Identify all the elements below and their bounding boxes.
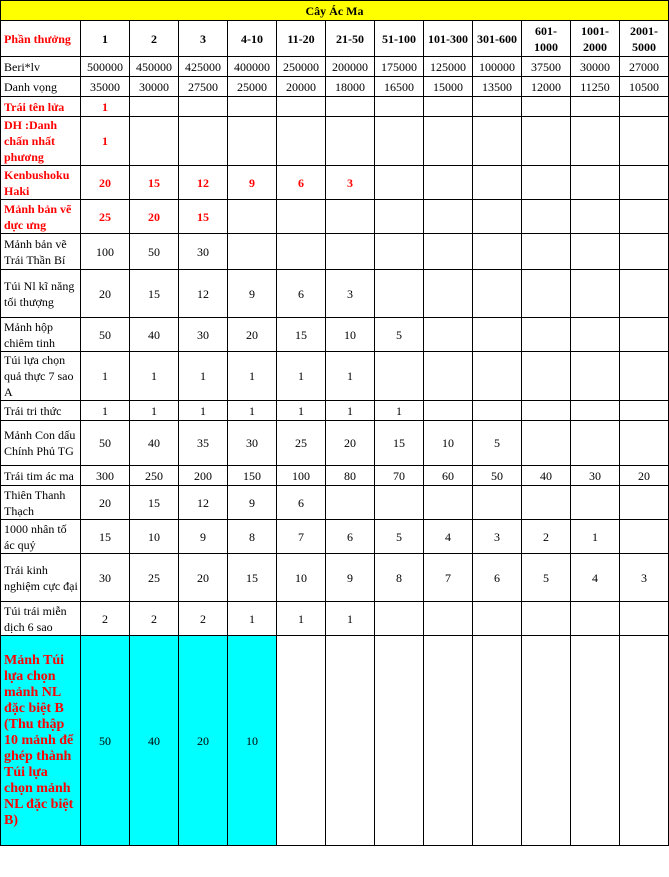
row-value — [179, 117, 228, 166]
table-row — [1, 200, 669, 234]
row-value: 35 — [179, 421, 228, 466]
row-label: Trái tri thức — [1, 401, 81, 421]
row-value: 100 — [81, 234, 130, 270]
row-value — [424, 200, 473, 234]
row-value — [571, 421, 620, 466]
table-row — [1, 97, 669, 117]
row-value — [620, 166, 669, 200]
table-row — [1, 486, 669, 520]
row-value — [620, 421, 669, 466]
header-rank: 51-100 — [375, 21, 424, 57]
row-value: 11250 — [571, 77, 620, 97]
row-value: 5 — [522, 554, 571, 602]
table-row — [1, 352, 669, 401]
row-value — [375, 352, 424, 401]
row-value — [326, 486, 375, 520]
row-value — [228, 117, 277, 166]
row-value — [473, 97, 522, 117]
row-value: 9 — [179, 520, 228, 554]
row-value: 35000 — [81, 77, 130, 97]
row-value — [522, 234, 571, 270]
row-value — [522, 401, 571, 421]
row-value: 20 — [179, 636, 228, 846]
row-value: 125000 — [424, 57, 473, 77]
row-value: 1 — [571, 520, 620, 554]
row-value — [130, 117, 179, 166]
row-value: 1 — [130, 401, 179, 421]
row-value — [522, 486, 571, 520]
row-value: 1 — [130, 352, 179, 401]
row-value: 5 — [375, 318, 424, 352]
row-label: Danh vọng — [1, 77, 81, 97]
row-value: 6 — [277, 166, 326, 200]
row-value — [277, 117, 326, 166]
row-value — [424, 270, 473, 318]
row-value: 250 — [130, 466, 179, 486]
row-value: 500000 — [81, 57, 130, 77]
row-value: 7 — [424, 554, 473, 602]
row-value: 25 — [277, 421, 326, 466]
row-value: 30 — [228, 421, 277, 466]
row-value: 15 — [81, 520, 130, 554]
row-value — [375, 486, 424, 520]
table-row — [1, 636, 669, 846]
table-row — [1, 602, 669, 636]
row-value: 250000 — [277, 57, 326, 77]
row-value — [375, 234, 424, 270]
row-value — [620, 401, 669, 421]
row-value: 20 — [81, 486, 130, 520]
row-value — [620, 636, 669, 846]
row-value — [277, 97, 326, 117]
row-value: 12 — [179, 486, 228, 520]
row-value — [571, 318, 620, 352]
row-value — [571, 352, 620, 401]
row-value: 1 — [375, 401, 424, 421]
table-row — [1, 520, 669, 554]
row-value: 1 — [179, 352, 228, 401]
row-value — [620, 234, 669, 270]
row-label: Túi Nl kĩ năng tối thượng — [1, 270, 81, 318]
row-value — [522, 166, 571, 200]
row-value — [326, 234, 375, 270]
row-value — [522, 200, 571, 234]
row-value: 80 — [326, 466, 375, 486]
row-value: 200 — [179, 466, 228, 486]
row-value — [571, 636, 620, 846]
row-label: Mảnh hộp chiêm tinh — [1, 318, 81, 352]
row-value: 1 — [179, 401, 228, 421]
header-rank: 601-1000 — [522, 21, 571, 57]
row-value: 25 — [81, 200, 130, 234]
row-value — [571, 117, 620, 166]
row-value: 200000 — [326, 57, 375, 77]
row-value — [522, 270, 571, 318]
row-value — [424, 636, 473, 846]
row-value: 20 — [326, 421, 375, 466]
row-value: 25 — [130, 554, 179, 602]
row-value: 15 — [130, 270, 179, 318]
row-value: 10 — [424, 421, 473, 466]
row-value: 2 — [179, 602, 228, 636]
row-label: Kenbushoku Haki — [1, 166, 81, 200]
row-value — [375, 200, 424, 234]
row-value: 9 — [228, 486, 277, 520]
row-value — [522, 352, 571, 401]
row-value: 3 — [473, 520, 522, 554]
table-row — [1, 117, 669, 166]
row-value: 1 — [81, 117, 130, 166]
row-value: 16500 — [375, 77, 424, 97]
row-value — [571, 97, 620, 117]
row-value — [620, 520, 669, 554]
row-value: 40 — [130, 421, 179, 466]
table-row — [1, 554, 669, 602]
row-value — [326, 117, 375, 166]
row-value — [522, 117, 571, 166]
row-value: 1 — [81, 97, 130, 117]
row-value: 12 — [179, 166, 228, 200]
row-value: 12 — [179, 270, 228, 318]
row-value — [424, 602, 473, 636]
row-value: 30000 — [130, 77, 179, 97]
row-value — [375, 117, 424, 166]
row-value: 50 — [81, 636, 130, 846]
row-value: 13500 — [473, 77, 522, 97]
row-value: 50 — [81, 318, 130, 352]
row-value: 60 — [424, 466, 473, 486]
row-value — [522, 421, 571, 466]
row-value: 15 — [228, 554, 277, 602]
row-value: 1 — [228, 352, 277, 401]
table-row — [1, 77, 669, 97]
row-value: 50 — [130, 234, 179, 270]
row-value: 15 — [375, 421, 424, 466]
row-label: DH :Danh chấn nhất phương — [1, 117, 81, 166]
table-row — [1, 166, 669, 200]
header-rank: 11-20 — [277, 21, 326, 57]
row-value — [277, 200, 326, 234]
row-value: 8 — [228, 520, 277, 554]
row-value — [473, 166, 522, 200]
row-value — [473, 486, 522, 520]
row-value: 300 — [81, 466, 130, 486]
table-row — [1, 234, 669, 270]
title-row — [1, 1, 669, 21]
row-value — [571, 602, 620, 636]
row-value: 27000 — [620, 57, 669, 77]
table-row — [1, 466, 669, 486]
row-value: 30 — [81, 554, 130, 602]
row-value: 6 — [473, 554, 522, 602]
row-value: 1 — [277, 352, 326, 401]
row-value — [375, 270, 424, 318]
row-value — [571, 401, 620, 421]
row-value: 1 — [326, 352, 375, 401]
row-value — [620, 486, 669, 520]
row-label: Thiên Thanh Thạch — [1, 486, 81, 520]
row-value — [620, 318, 669, 352]
row-value: 10 — [277, 554, 326, 602]
row-label: Trái tim ác ma — [1, 466, 81, 486]
row-value — [620, 602, 669, 636]
row-value — [424, 117, 473, 166]
row-value: 20 — [228, 318, 277, 352]
row-value: 400000 — [228, 57, 277, 77]
header-rank: 1 — [81, 21, 130, 57]
row-label: Túi trái miễn dịch 6 sao — [1, 602, 81, 636]
header-rank: 2001-5000 — [620, 21, 669, 57]
row-value: 20 — [179, 554, 228, 602]
sheet-title: Cây Ác Ma — [1, 1, 669, 21]
row-value — [620, 117, 669, 166]
header-label: Phần thưởng — [1, 21, 81, 57]
row-value: 40 — [130, 318, 179, 352]
row-value — [277, 234, 326, 270]
row-value — [473, 270, 522, 318]
row-value: 30 — [571, 466, 620, 486]
row-value — [326, 636, 375, 846]
header-rank: 2 — [130, 21, 179, 57]
row-value: 15 — [277, 318, 326, 352]
row-value: 27500 — [179, 77, 228, 97]
header-rank: 101-300 — [424, 21, 473, 57]
row-value — [473, 401, 522, 421]
row-value: 10500 — [620, 77, 669, 97]
row-value: 1 — [228, 401, 277, 421]
row-value: 12000 — [522, 77, 571, 97]
row-value — [473, 200, 522, 234]
row-value: 30 — [179, 318, 228, 352]
row-value: 4 — [571, 554, 620, 602]
row-value: 450000 — [130, 57, 179, 77]
row-value: 20 — [81, 270, 130, 318]
row-value — [277, 636, 326, 846]
row-label: Mảnh Con dấu Chính Phủ TG — [1, 421, 81, 466]
row-label: Mảnh Túi lựa chọn mảnh NL đặc biệt B (Thu thập 10 mảnh để ghép thành Túi lựa chọn mảnh NL đặc biệt B) — [1, 636, 81, 846]
row-value — [620, 97, 669, 117]
row-value: 100000 — [473, 57, 522, 77]
header-row — [1, 21, 669, 57]
row-value — [571, 234, 620, 270]
row-value: 3 — [326, 166, 375, 200]
row-value — [424, 97, 473, 117]
row-value: 1 — [277, 602, 326, 636]
row-value: 4 — [424, 520, 473, 554]
row-value: 30000 — [571, 57, 620, 77]
row-value — [326, 97, 375, 117]
row-value: 10 — [130, 520, 179, 554]
row-value: 40 — [130, 636, 179, 846]
row-value: 25000 — [228, 77, 277, 97]
row-value: 9 — [326, 554, 375, 602]
row-value: 15 — [130, 486, 179, 520]
table-row — [1, 401, 669, 421]
row-value — [228, 234, 277, 270]
row-value: 50 — [81, 421, 130, 466]
row-label: Beri*lv — [1, 57, 81, 77]
row-value: 6 — [277, 486, 326, 520]
row-label: Mảnh bản vẽ Trái Thần Bí — [1, 234, 81, 270]
row-value — [473, 636, 522, 846]
row-value: 9 — [228, 270, 277, 318]
row-value: 20 — [620, 466, 669, 486]
row-label: Trái tên lửa — [1, 97, 81, 117]
row-label: Mảnh bản vẽ dực ưng — [1, 200, 81, 234]
row-value: 3 — [326, 270, 375, 318]
row-value: 20 — [81, 166, 130, 200]
row-value: 37500 — [522, 57, 571, 77]
header-rank: 21-50 — [326, 21, 375, 57]
row-value — [522, 602, 571, 636]
row-value: 6 — [277, 270, 326, 318]
header-rank: 3 — [179, 21, 228, 57]
row-value — [571, 486, 620, 520]
row-value — [522, 318, 571, 352]
row-value — [571, 270, 620, 318]
row-value — [424, 166, 473, 200]
header-rank: 4-10 — [228, 21, 277, 57]
header-rank: 1001-2000 — [571, 21, 620, 57]
row-value: 5 — [375, 520, 424, 554]
row-value: 30 — [179, 234, 228, 270]
row-value: 1 — [277, 401, 326, 421]
row-value — [522, 97, 571, 117]
row-value — [228, 97, 277, 117]
row-value — [424, 352, 473, 401]
row-value: 175000 — [375, 57, 424, 77]
row-value — [473, 234, 522, 270]
row-label: Trái kinh nghiệm cực đại — [1, 554, 81, 602]
row-value — [620, 200, 669, 234]
header-rank: 301-600 — [473, 21, 522, 57]
row-value — [375, 602, 424, 636]
row-value: 18000 — [326, 77, 375, 97]
row-value — [473, 602, 522, 636]
row-value: 425000 — [179, 57, 228, 77]
row-value — [424, 318, 473, 352]
row-value: 2 — [81, 602, 130, 636]
row-value: 150 — [228, 466, 277, 486]
row-label: Túi lựa chọn quả thực 7 sao A — [1, 352, 81, 401]
row-value — [473, 352, 522, 401]
row-value: 1 — [326, 401, 375, 421]
row-value: 7 — [277, 520, 326, 554]
row-value: 1 — [81, 401, 130, 421]
row-value — [473, 318, 522, 352]
row-value: 6 — [326, 520, 375, 554]
row-value: 9 — [228, 166, 277, 200]
row-value — [571, 166, 620, 200]
row-value — [424, 486, 473, 520]
row-value: 20 — [130, 200, 179, 234]
table-row — [1, 318, 669, 352]
row-value: 3 — [620, 554, 669, 602]
row-value — [522, 636, 571, 846]
row-value — [473, 117, 522, 166]
row-value: 15000 — [424, 77, 473, 97]
row-value — [130, 97, 179, 117]
row-value — [228, 200, 277, 234]
row-value: 50 — [473, 466, 522, 486]
row-value — [620, 270, 669, 318]
row-value: 1 — [326, 602, 375, 636]
row-value: 10 — [228, 636, 277, 846]
row-value: 10 — [326, 318, 375, 352]
row-value: 8 — [375, 554, 424, 602]
table-row — [1, 270, 669, 318]
row-value: 1 — [228, 602, 277, 636]
row-value — [620, 352, 669, 401]
row-value — [424, 234, 473, 270]
row-value: 2 — [130, 602, 179, 636]
row-value: 15 — [179, 200, 228, 234]
row-label: 1000 nhân tố ác quỷ — [1, 520, 81, 554]
row-value: 5 — [473, 421, 522, 466]
row-value — [424, 401, 473, 421]
row-value — [326, 200, 375, 234]
table-row — [1, 421, 669, 466]
row-value: 20000 — [277, 77, 326, 97]
row-value — [375, 97, 424, 117]
row-value — [375, 636, 424, 846]
row-value: 1 — [81, 352, 130, 401]
row-value: 15 — [130, 166, 179, 200]
row-value — [571, 200, 620, 234]
row-value: 40 — [522, 466, 571, 486]
row-value: 70 — [375, 466, 424, 486]
row-value — [375, 166, 424, 200]
table-row — [1, 57, 669, 77]
row-value — [179, 97, 228, 117]
row-value: 2 — [522, 520, 571, 554]
row-value: 100 — [277, 466, 326, 486]
